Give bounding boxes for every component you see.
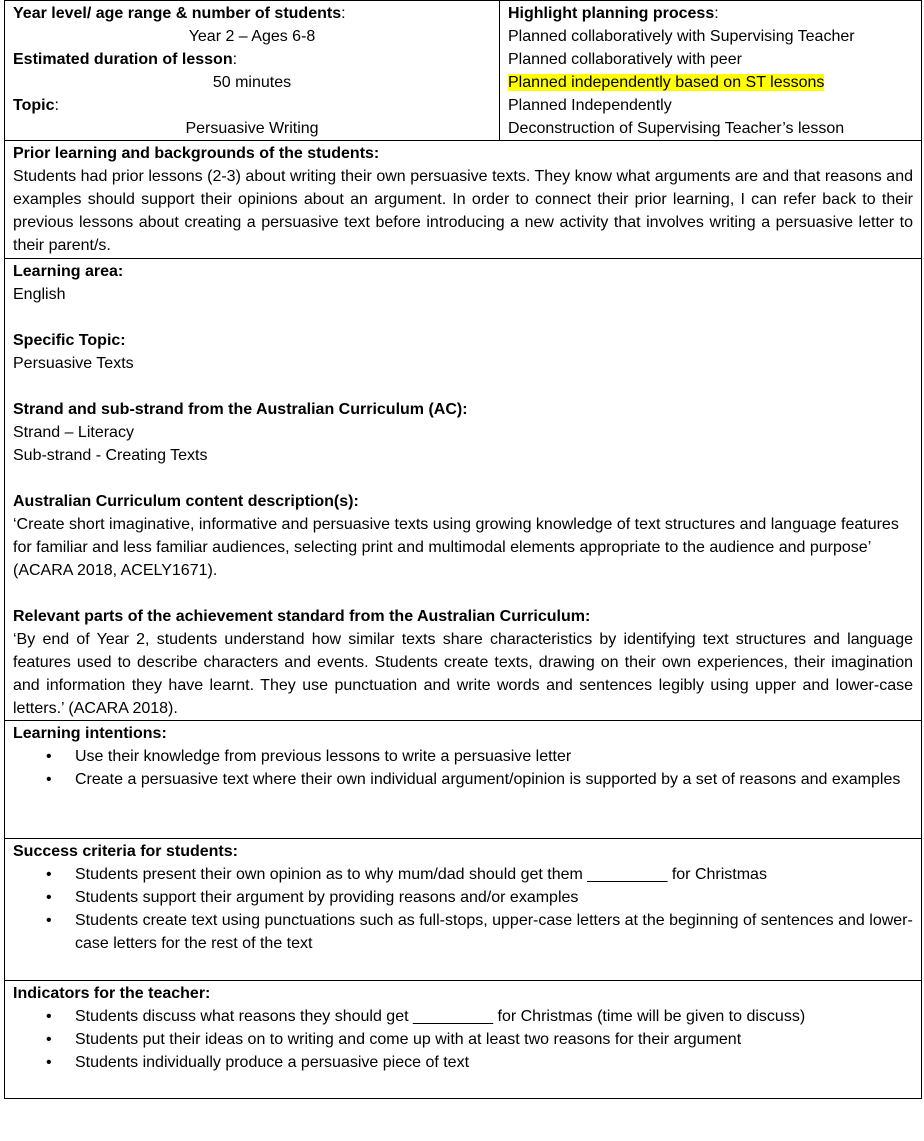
bullet-icon: • bbox=[46, 912, 52, 929]
planning-option-supervising: Planned collaboratively with Supervising Teacher bbox=[508, 28, 855, 45]
indicators-heading: Indicators for the teacher: bbox=[13, 985, 211, 1002]
bullet-icon: • bbox=[46, 748, 52, 765]
curriculum-cell bbox=[5, 259, 922, 721]
learning-intentions-heading: Learning intentions: bbox=[13, 725, 167, 742]
learning-area-value: English bbox=[13, 286, 66, 303]
substrand-value: Sub-strand - Creating Texts bbox=[13, 447, 208, 464]
bullet-icon: • bbox=[46, 1054, 52, 1071]
topic-value: Persuasive Writing bbox=[185, 120, 319, 137]
success-criteria-row bbox=[5, 839, 922, 981]
indicators-cell bbox=[5, 981, 922, 1099]
learning-area-heading: Learning area: bbox=[13, 263, 124, 280]
bullet-icon: • bbox=[46, 771, 52, 788]
learning-intentions-list bbox=[13, 745, 913, 791]
success-criteria-list bbox=[13, 863, 913, 955]
prior-learning-cell bbox=[5, 141, 922, 259]
indicators-list bbox=[13, 1005, 913, 1074]
bullet-icon: • bbox=[46, 1008, 52, 1025]
success-criteria-heading: Success criteria for students: bbox=[13, 843, 238, 860]
indicators-row bbox=[5, 981, 922, 1099]
duration-label: Estimated duration of lesson bbox=[13, 51, 233, 68]
bullet-icon: • bbox=[46, 889, 52, 906]
duration-value: 50 minutes bbox=[212, 74, 292, 91]
lesson-details-cell: Year level/ age range & number of students: Year 2 – Ages 6-8 Estimated duration of lesson: 50 minutes Topic: Persuasive Writing bbox=[5, 1, 500, 141]
year-level-label: Year level/ age range & number of students bbox=[13, 5, 342, 22]
content-description-text: ‘Create short imaginative, informative and persuasive texts using growing knowledge of text structures and language features for familiar and less familiar audiences, selecting print and multimodal elements appropriate to the audience and purpose’ (ACARA 2018, ACELY1671). bbox=[13, 516, 899, 579]
specific-topic-heading: Specific Topic: bbox=[13, 332, 126, 349]
bullet-icon: • bbox=[46, 1031, 52, 1048]
list-item: • Create a persuasive text where their own individual argument/opinion is supported by a set of reasons and examples bbox=[13, 768, 913, 791]
prior-learning-heading: Prior learning and backgrounds of the students: bbox=[13, 145, 380, 162]
planning-process-label: Highlight planning process bbox=[508, 5, 715, 22]
lesson-plan-table bbox=[4, 0, 922, 1099]
strand-heading: Strand and sub-strand from the Australian Curriculum (AC): bbox=[13, 401, 468, 418]
list-item: • Use their knowledge from previous lessons to write a persuasive letter bbox=[13, 745, 913, 768]
success-criteria-cell bbox=[5, 839, 922, 981]
header-row bbox=[5, 1, 922, 141]
planning-option-peer: Planned collaboratively with peer bbox=[508, 51, 742, 68]
planning-option-independent: Planned Independently bbox=[508, 97, 672, 114]
list-item: • Students discuss what reasons they should get _________ for Christmas (time will be given to discuss) bbox=[13, 1005, 913, 1028]
bullet-icon: • bbox=[46, 866, 52, 883]
learning-intentions-cell bbox=[5, 721, 922, 839]
prior-learning-row bbox=[5, 141, 922, 259]
planning-option-deconstruction: Deconstruction of Supervising Teacher’s lesson bbox=[508, 120, 845, 137]
achievement-standard-heading: Relevant parts of the achievement standard from the Australian Curriculum: bbox=[13, 608, 591, 625]
planning-option-highlighted: Planned independently based on ST lessons bbox=[508, 74, 825, 91]
list-item: • Students support their argument by providing reasons and/or examples bbox=[13, 886, 913, 909]
list-item: • Students create text using punctuations such as full-stops, upper-case letters at the beginning of sentences and lower-case letters for the rest of the text bbox=[13, 909, 913, 955]
topic-label: Topic bbox=[13, 97, 55, 114]
list-item: • Students put their ideas on to writing and come up with at least two reasons for their argument bbox=[13, 1028, 913, 1051]
planning-process-cell: Highlight planning process: Planned collaboratively with Supervising Teacher Planned collaboratively with peer Planned independently based on ST lessons Planned Independently Deconstruction of Supervising Teacher’s lesson bbox=[500, 1, 922, 141]
achievement-standard-text: ‘By end of Year 2, students understand how similar texts share characteristics by identifying text structures and language features used to describe characters and events. Students create texts, drawing on their own experiences, their imagination and information they have learnt. They use punctuation and write words and sentences legibly using upper and lower-case letters.’ (ACARA 2018). bbox=[13, 631, 913, 717]
specific-topic-value: Persuasive Texts bbox=[13, 355, 134, 372]
learning-intentions-row bbox=[5, 721, 922, 839]
list-item: • Students individually produce a persuasive piece of text bbox=[13, 1051, 913, 1074]
curriculum-row bbox=[5, 259, 922, 721]
content-description-heading: Australian Curriculum content description(s): bbox=[13, 493, 359, 510]
list-item: • Students present their own opinion as to why mum/dad should get them _________ for Christmas bbox=[13, 863, 913, 886]
lesson-plan-document bbox=[4, 0, 921, 1099]
year-level-value: Year 2 – Ages 6-8 bbox=[188, 28, 316, 45]
prior-learning-text: Students had prior lessons (2-3) about writing their own persuasive texts. They know what arguments are and that reasons and examples should support their opinions about an argument. In order to connect their prior learning, I can refer back to their previous lessons about creating a persuasive text before introducing a new activity that involves writing a persuasive letter to their parent/s. bbox=[13, 168, 913, 254]
strand-value: Strand – Literacy bbox=[13, 424, 134, 441]
